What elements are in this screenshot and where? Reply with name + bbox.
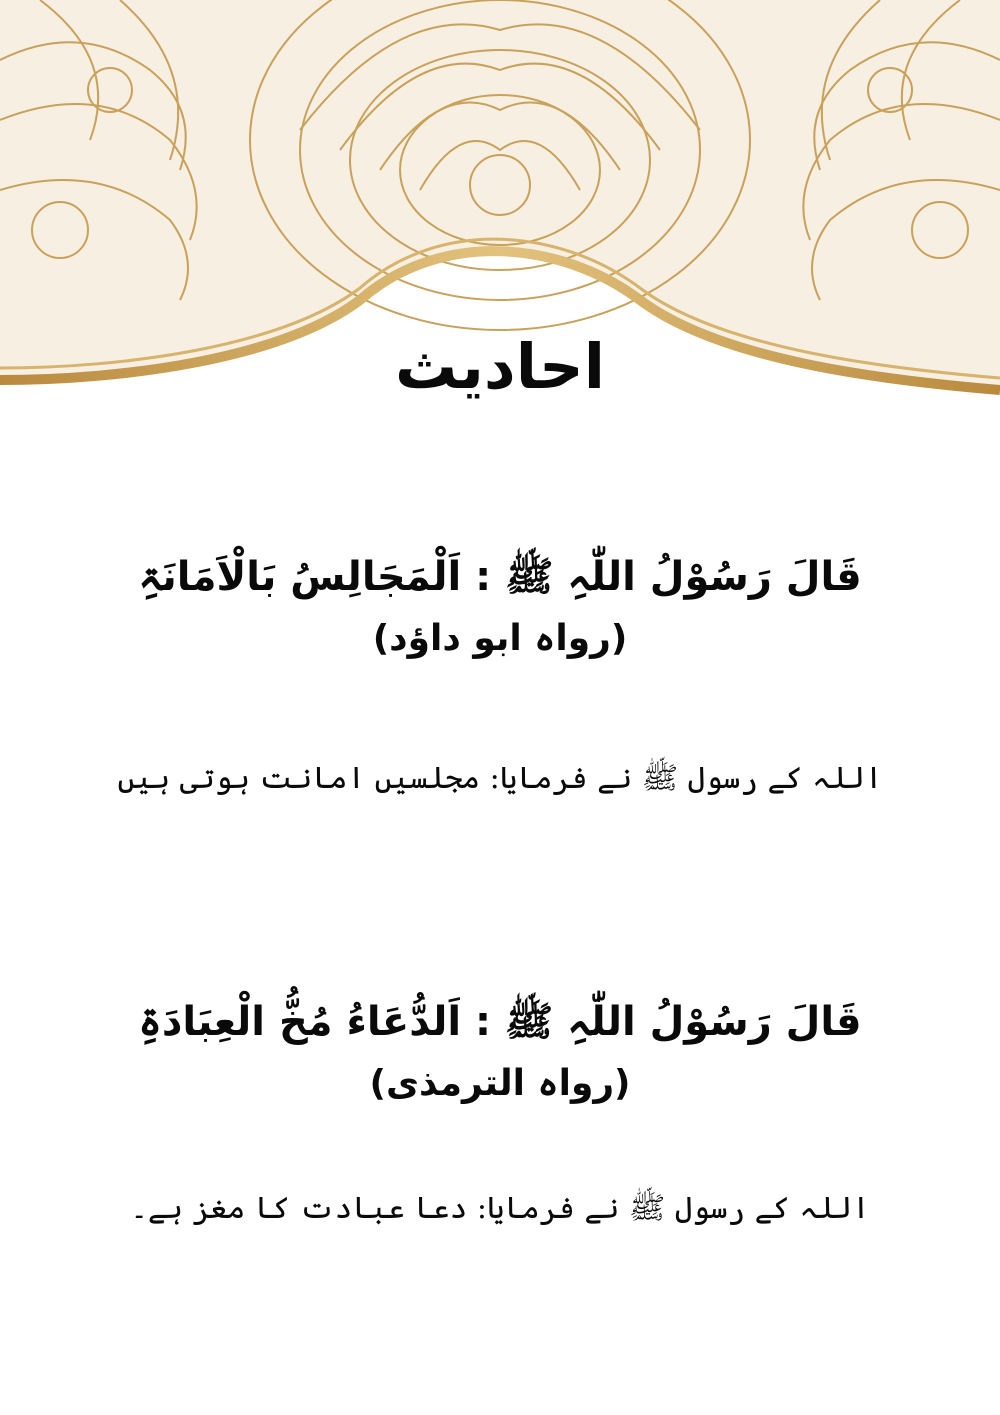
hadith-1: [60, 545, 940, 669]
hadith-1-arabic: قَالَ رَسُوْلُ اللّٰہِ ﷺ : اَلْمَجَالِسُ بَالْاَمَانَۃِ: [138, 554, 862, 600]
hadith-1-source: (رواہ ابو داؤد): [372, 618, 628, 659]
page-title: احادیث: [395, 330, 605, 403]
hadith-2: [60, 990, 940, 1114]
hadith-2-translation: اللہ کے رسول ﷺ نے فرمایا: دعا عبادت کا مغز ہے۔: [130, 1191, 870, 1226]
hadith-2-arabic: قَالَ رَسُوْلُ اللّٰہِ ﷺ : اَلدُّعَاءُ مُخُّ الْعِبَادَۃِ: [138, 999, 862, 1045]
hadith-1-translation: اللہ کے رسول ﷺ نے فرمایا: مجلسیں امانت ہوتی ہیں: [117, 761, 883, 796]
hadith-2-source: (رواہ الترمذی): [369, 1063, 631, 1104]
